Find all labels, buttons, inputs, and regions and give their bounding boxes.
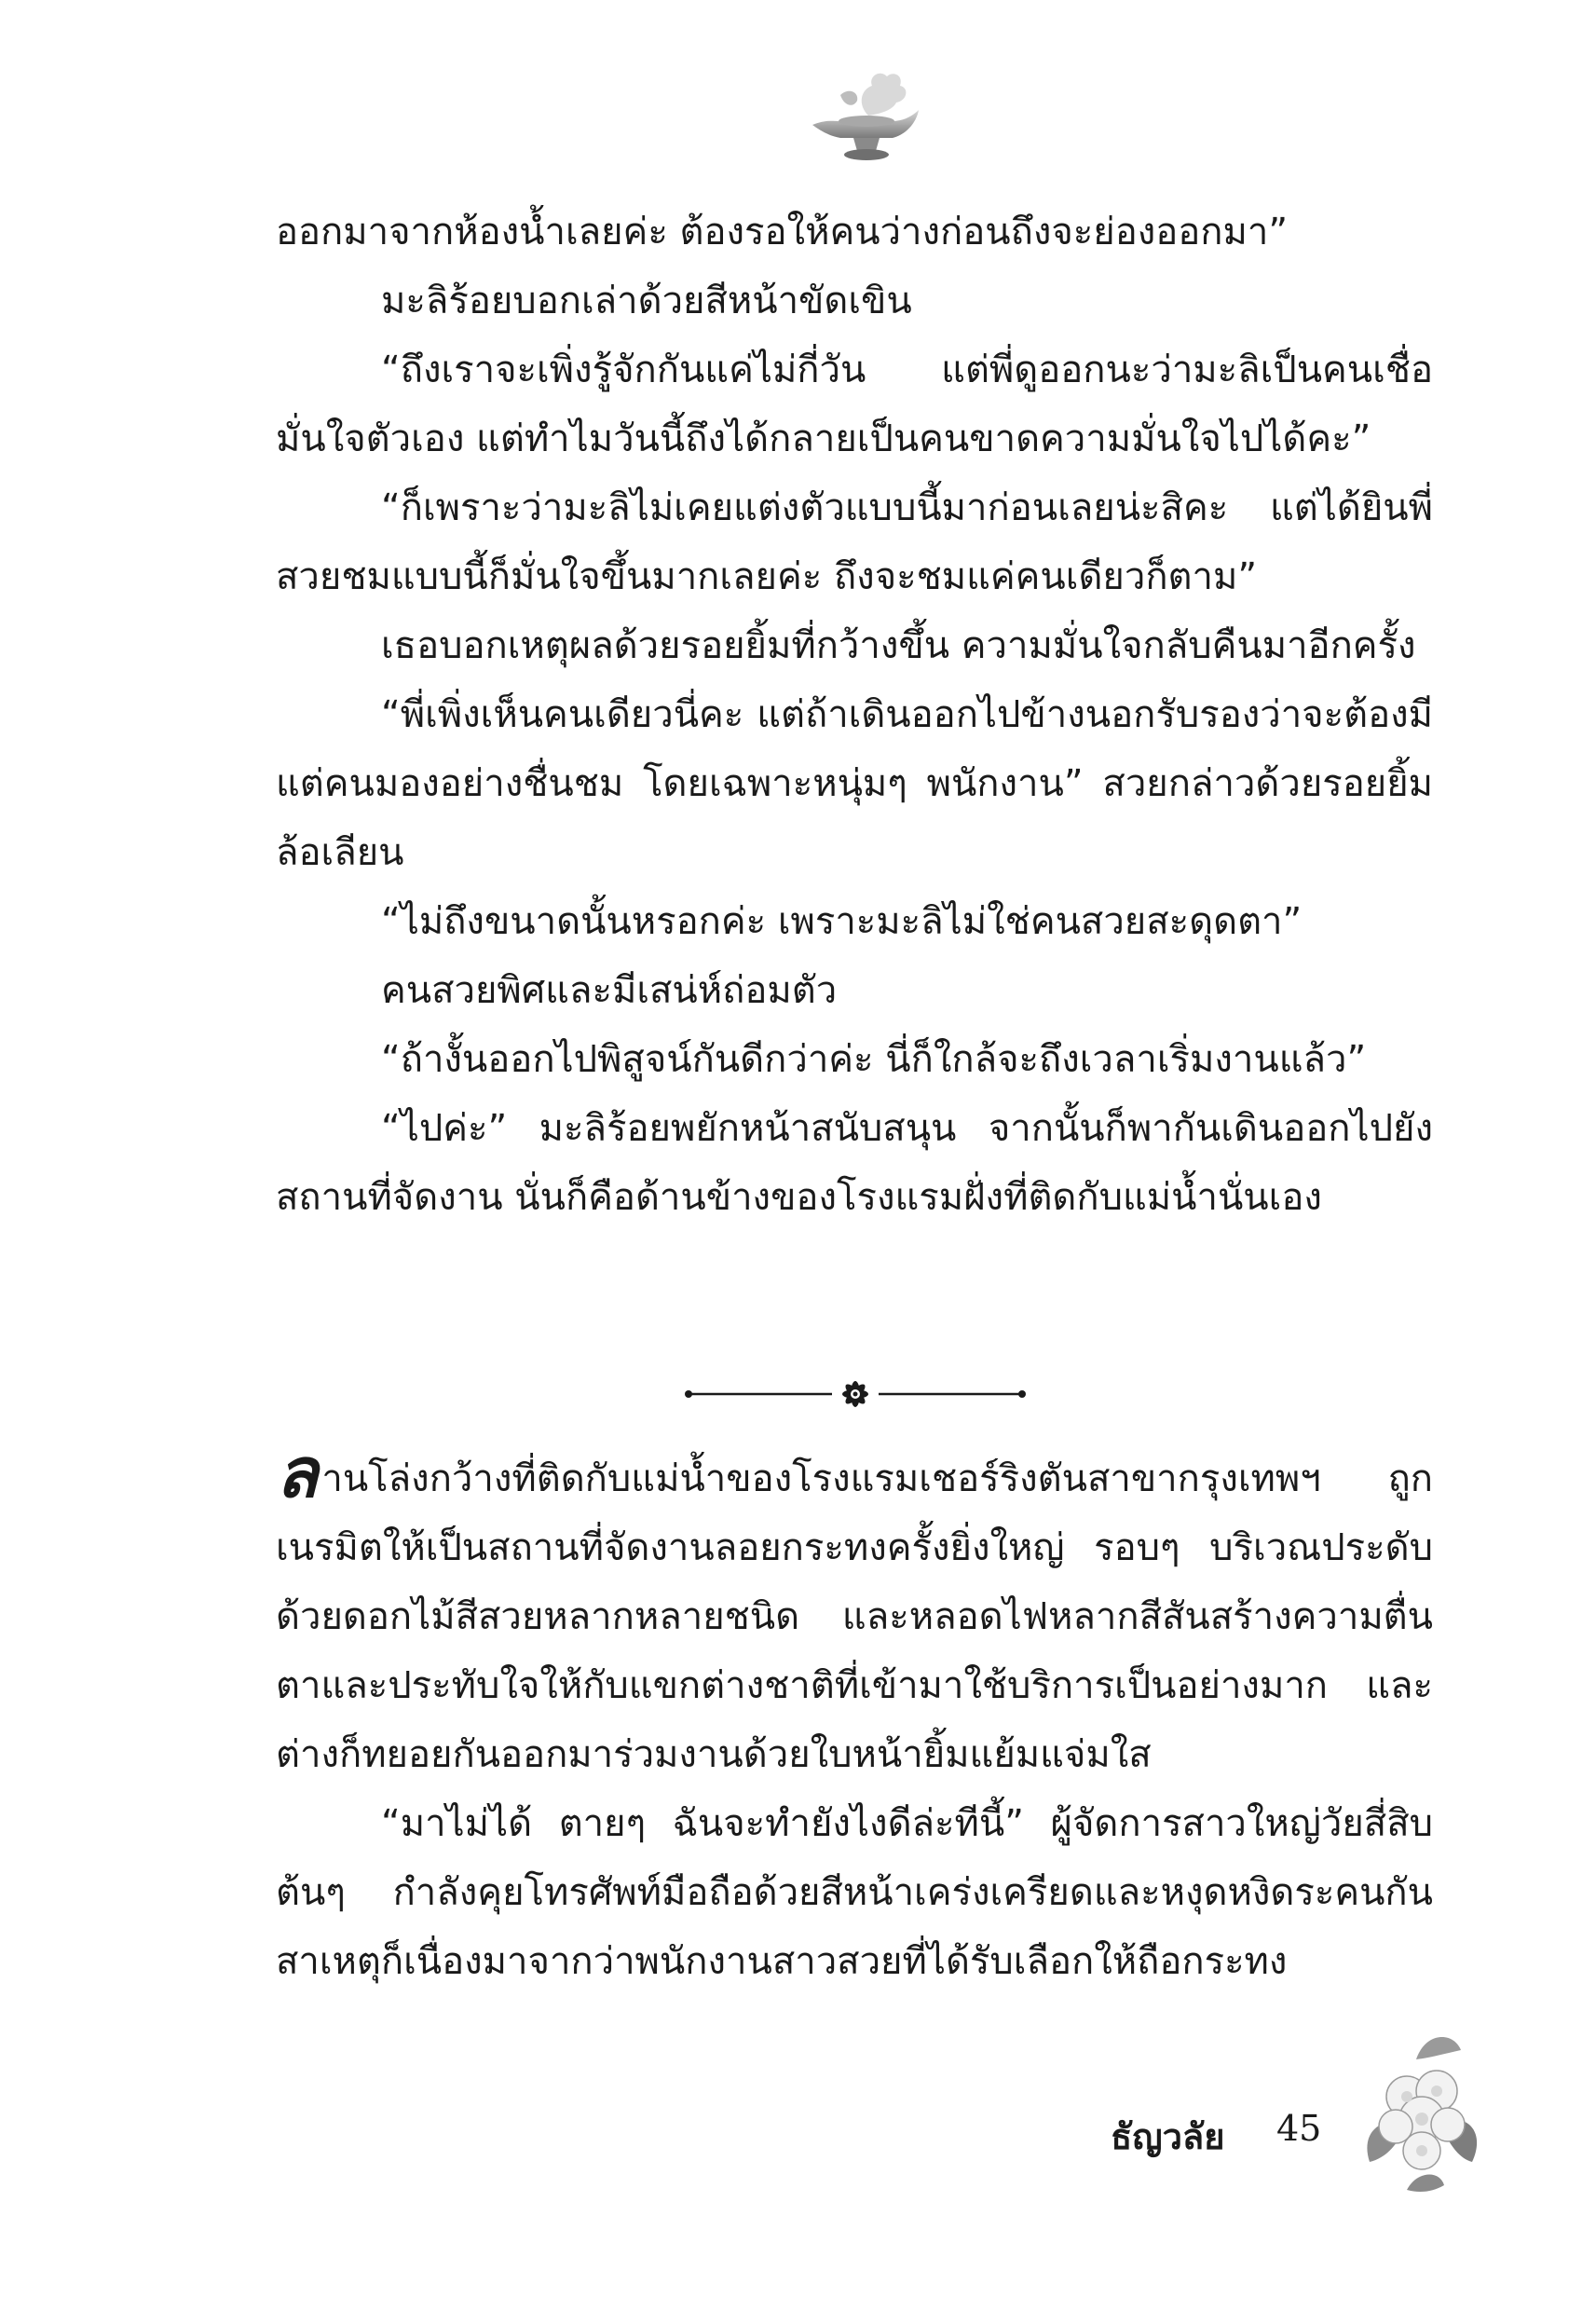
paragraph: คนสวยพิศและมีเสน่ห์ถ่อมตัว bbox=[381, 969, 838, 1012]
paragraph: “ถึงเราจะเพิ่งรู้จักกันแค่ไม่กี่วัน แต่พี่ดูออกนะว่ามะลิเป็นคนเชื่อมั่นใจตัวเอง แต่ทำไมวันนี้ถึงได้กลายเป็นคนขาดความมั่นใจไปได้คะ” bbox=[276, 349, 1433, 460]
drop-cap: ล bbox=[276, 1433, 319, 1513]
jasmine-flower-icon bbox=[1351, 2022, 1491, 2199]
paragraph: “ไม่ถึงขนาดนั้นหรอกค่ะ เพราะมะลิไม่ใช่คนสวยสะดุดตา” bbox=[381, 900, 1303, 943]
paragraph: ออกมาจากห้องน้ำเลยค่ะ ต้องรอให้คนว่างก่อนถึงจะย่องออกมา” bbox=[276, 211, 1289, 253]
page-number: 45 bbox=[1276, 2108, 1322, 2149]
opening-paragraph-text: านโล่งกว้างที่ติดกับแม่น้ำของโรงแรมเชอร์ริงตันสาขากรุงเทพฯ ถูกเนรมิตให้เป็นสถานที่จัดงานลอยกระทงครั้งยิ่งใหญ่ รอบๆ บริเวณประดับด้วยดอกไม้สีสวยหลากหลายชนิด และหลอดไฟหลากสีสันสร้างความตื่นตาและประทับใจให้กับแขกต่างชาติที่เข้ามาใช้บริการเป็นอย่างมาก และต่างก็ทยอยกันออกมาร่วมงานด้วยใบหน้ายิ้มแย้มแจ่มใส bbox=[276, 1457, 1433, 1776]
paragraph: “พี่เพิ่งเห็นคนเดียวนี่คะ แต่ถ้าเดินออกไปข้างนอกรับรองว่าจะต้องมีแต่คนมองอย่างชื่นชม โดยเฉพาะหนุ่มๆ พนักงาน” สวยกล่าวด้วยรอยยิ้มล้อเลียน bbox=[276, 693, 1433, 874]
paragraph: เธอบอกเหตุผลด้วยรอยยิ้มที่กว้างขึ้น ความมั่นใจกลับคืนมาอีกครั้ง bbox=[381, 624, 1416, 667]
text-block-bottom bbox=[276, 1433, 1433, 1996]
flower-divider-icon bbox=[683, 1377, 1028, 1411]
genie-lamp-icon bbox=[803, 67, 924, 170]
text-block-top bbox=[276, 198, 1433, 1232]
paragraph: “ก็เพราะว่ามะลิไม่เคยแต่งตัวแบบนี้มาก่อนเลยน่ะสิคะ แต่ได้ยินพี่สวยชมแบบนี้ก็มั่นใจขึ้นมากเลยค่ะ ถึงจะชมแค่คนเดียวก็ตาม” bbox=[276, 486, 1433, 598]
paragraph: “ไปค่ะ” มะลิร้อยพยักหน้าสนับสนุน จากนั้นก็พากันเดินออกไปยังสถานที่จัดงาน นั่นก็คือด้านข้างของโรงแรมฝั่งที่ติดกับแม่น้ำนั่นเอง bbox=[276, 1107, 1433, 1219]
paragraph: “มาไม่ได้ ตายๆ ฉันจะทำยังไงดีล่ะทีนี้” ผู้จัดการสาวใหญ่วัยสี่สิบต้นๆ กำลังคุยโทรศัพท์มือถือด้วยสีหน้าเคร่งเครียดและหงุดหงิดระคนกัน สาเหตุก็เนื่องมาจากว่าพนักงานสาวสวยที่ได้รับเลือกให้ถือกระทง bbox=[276, 1802, 1433, 1983]
chapter-opening-paragraph bbox=[276, 1433, 1433, 1789]
paragraph: มะลิร้อยบอกเล่าด้วยสีหน้าขัดเขิน bbox=[381, 280, 912, 322]
book-title: ธัญวลัย bbox=[1111, 2116, 1225, 2157]
paragraph: “ถ้างั้นออกไปพิสูจน์กันดีกว่าค่ะ นี่ก็ใกล้จะถึงเวลาเริ่มงานแล้ว” bbox=[381, 1038, 1367, 1081]
